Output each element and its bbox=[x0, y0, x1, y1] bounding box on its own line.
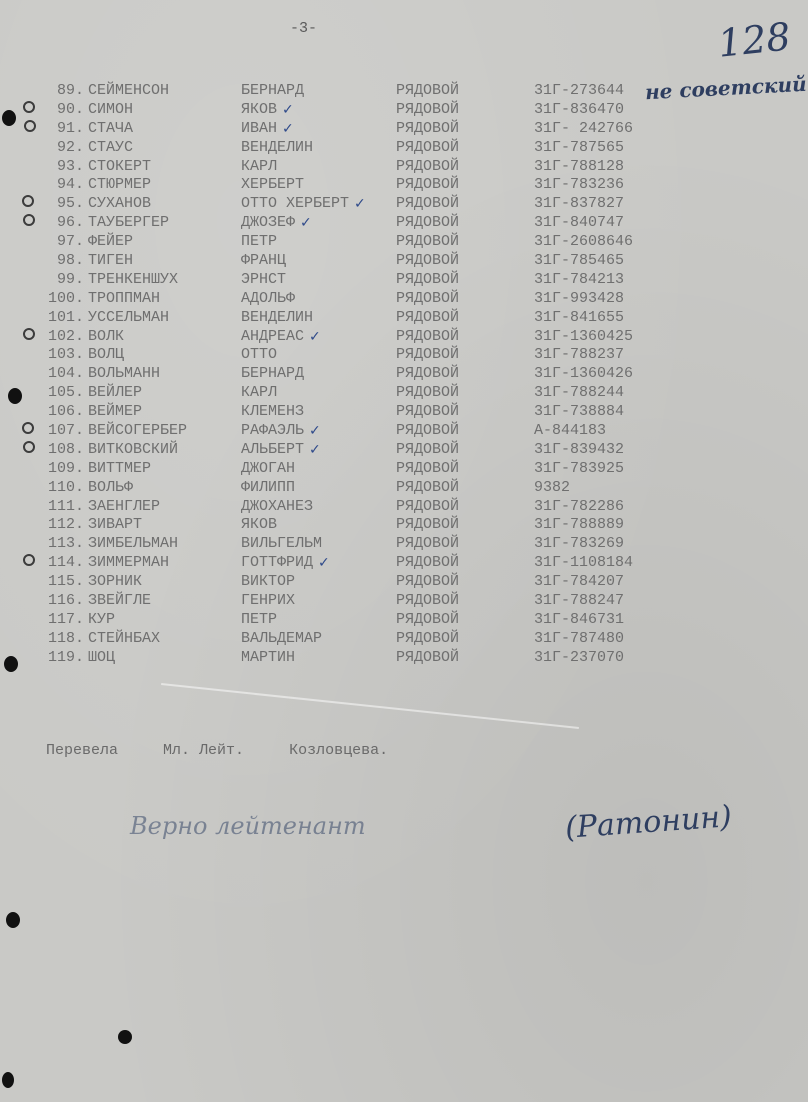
service-number: А-844183 bbox=[534, 422, 607, 440]
service-number: 31Г- 242766 bbox=[534, 119, 634, 137]
translated-by bbox=[46, 742, 424, 759]
row-number: 90. bbox=[56, 100, 84, 118]
row-number: 92. bbox=[56, 138, 84, 156]
roster-row bbox=[0, 649, 808, 668]
first-name: ВАЛЬДЕМАР bbox=[241, 629, 323, 647]
roster-row bbox=[0, 290, 808, 309]
row-number: 115. bbox=[47, 573, 84, 591]
surname: СТЕЙНБАХ bbox=[88, 629, 161, 647]
surname: СИМОН bbox=[88, 100, 134, 118]
first-name: ВИКТОР bbox=[241, 573, 296, 591]
first-name: ЯКОВ bbox=[241, 516, 278, 534]
service-number: 31Г-841655 bbox=[534, 308, 625, 326]
rank: РЯДОВОЙ bbox=[396, 119, 460, 137]
rank: РЯДОВОЙ bbox=[396, 648, 460, 666]
rank: РЯДОВОЙ bbox=[396, 270, 460, 288]
service-number: 31Г-839432 bbox=[534, 440, 625, 458]
service-number: 31Г-783236 bbox=[534, 176, 625, 194]
surname: ЗАЕНГЛЕР bbox=[88, 497, 161, 515]
row-number: 100. bbox=[47, 289, 84, 307]
row-number: 112. bbox=[47, 516, 84, 534]
roster-row bbox=[0, 479, 808, 498]
rank: РЯДОВОЙ bbox=[396, 403, 460, 421]
service-number: 31Г-788889 bbox=[534, 516, 625, 534]
rank: РЯДОВОЙ bbox=[396, 346, 460, 364]
surname: ЗОРНИК bbox=[88, 573, 143, 591]
first-name: МАРТИН bbox=[241, 648, 296, 666]
circle-mark-icon bbox=[23, 441, 35, 453]
first-name: ВИЛЬГЕЛЬМ bbox=[241, 535, 323, 553]
surname: ТАУБЕРГЕР bbox=[88, 214, 170, 232]
signature-left: Верно лейтенант bbox=[130, 812, 366, 840]
first-name: КАРЛ bbox=[241, 157, 278, 175]
translator-name: Козловцева. bbox=[289, 742, 389, 759]
roster-row bbox=[0, 195, 808, 214]
service-number: 31Г-784207 bbox=[534, 573, 625, 591]
roster-row bbox=[0, 422, 808, 441]
signature-right: (Ратонин) bbox=[563, 799, 733, 846]
surname: СУХАНОВ bbox=[88, 195, 152, 213]
punch-hole bbox=[8, 388, 22, 404]
punch-hole bbox=[6, 912, 20, 928]
rank: РЯДОВОЙ bbox=[396, 100, 460, 118]
rank: РЯДОВОЙ bbox=[396, 214, 460, 232]
checkmark-icon: ✓ bbox=[318, 555, 330, 572]
roster-row bbox=[0, 460, 808, 479]
row-number: 114. bbox=[47, 554, 84, 572]
roster-row bbox=[0, 384, 808, 403]
row-number: 97. bbox=[56, 233, 84, 251]
first-name: КЛЕМЕНЗ bbox=[241, 403, 305, 421]
row-number: 113. bbox=[47, 535, 84, 553]
service-number: 9382 bbox=[534, 478, 571, 496]
first-name: АНДРЕАС bbox=[241, 327, 305, 345]
service-number: 31Г-782286 bbox=[534, 497, 625, 515]
roster-list bbox=[0, 82, 808, 668]
row-number: 94. bbox=[56, 176, 84, 194]
service-number: 31Г-273644 bbox=[534, 82, 625, 99]
first-name: КАРЛ bbox=[241, 384, 278, 402]
translator-rank: Мл. Лейт. bbox=[163, 742, 245, 759]
row-number: 101. bbox=[47, 308, 84, 326]
rank: РЯДОВОЙ bbox=[396, 384, 460, 402]
roster-row bbox=[0, 214, 808, 233]
surname: ФЕЙЕР bbox=[88, 233, 134, 251]
row-number: 117. bbox=[47, 610, 84, 628]
row-number: 102. bbox=[47, 327, 84, 345]
rank: РЯДОВОЙ bbox=[396, 535, 460, 553]
row-number: 105. bbox=[47, 384, 84, 402]
first-name: ЯКОВ bbox=[241, 100, 278, 118]
checkmark-icon: ✓ bbox=[300, 215, 312, 232]
first-name: ДЖОЗЕФ bbox=[241, 214, 296, 232]
checkmark-icon: ✓ bbox=[282, 120, 294, 137]
surname: СТОКЕРТ bbox=[88, 157, 152, 175]
first-name: БЕРНАРД bbox=[241, 82, 305, 99]
surname: ВОЛЦ bbox=[88, 346, 125, 364]
surname: ЗИВАРТ bbox=[88, 516, 143, 534]
service-number: 31Г-2608646 bbox=[534, 233, 634, 251]
first-name: ГЕНРИХ bbox=[241, 592, 296, 610]
rank: РЯДОВОЙ bbox=[396, 195, 460, 213]
circle-mark-icon bbox=[23, 214, 35, 226]
punch-hole bbox=[4, 656, 18, 672]
rank: РЯДОВОЙ bbox=[396, 233, 460, 251]
service-number: 31Г-787480 bbox=[534, 629, 625, 647]
first-name: ФИЛИПП bbox=[241, 478, 296, 496]
roster-row bbox=[0, 554, 808, 573]
surname: ВИТКОВСКИЙ bbox=[88, 440, 179, 458]
row-number: 103. bbox=[47, 346, 84, 364]
roster-row bbox=[0, 252, 808, 271]
service-number: 31Г-846731 bbox=[534, 610, 625, 628]
service-number: 31Г-237070 bbox=[534, 648, 625, 666]
roster-row bbox=[0, 403, 808, 422]
row-number: 118. bbox=[47, 629, 84, 647]
punch-hole bbox=[2, 1072, 14, 1088]
service-number: 31Г-783269 bbox=[534, 535, 625, 553]
rank: РЯДОВОЙ bbox=[396, 592, 460, 610]
rank: РЯДОВОЙ bbox=[396, 289, 460, 307]
service-number: 31Г-788237 bbox=[534, 346, 625, 364]
rank: РЯДОВОЙ bbox=[396, 422, 460, 440]
service-number: 31Г-1360425 bbox=[534, 327, 634, 345]
first-name: ХЕРБЕРТ bbox=[241, 176, 305, 194]
row-number: 108. bbox=[47, 440, 84, 458]
handwritten-note: не советский bbox=[644, 71, 808, 105]
service-number: 31Г-783925 bbox=[534, 459, 625, 477]
surname: ТИГЕН bbox=[88, 252, 134, 270]
fold-line bbox=[161, 683, 579, 729]
rank: РЯДОВОЙ bbox=[396, 554, 460, 572]
rank: РЯДОВОЙ bbox=[396, 176, 460, 194]
roster-row bbox=[0, 441, 808, 460]
row-number: 119. bbox=[47, 648, 84, 666]
roster-row bbox=[0, 365, 808, 384]
checkmark-icon: ✓ bbox=[309, 328, 321, 345]
row-number: 109. bbox=[47, 459, 84, 477]
roster-row bbox=[0, 120, 808, 139]
surname: ВОЛК bbox=[88, 327, 125, 345]
checkmark-icon: ✓ bbox=[309, 441, 321, 458]
roster-row bbox=[0, 328, 808, 347]
checkmark-icon: ✓ bbox=[354, 196, 366, 213]
surname: КУР bbox=[88, 610, 116, 628]
circle-mark-icon bbox=[23, 554, 35, 566]
circle-mark-icon bbox=[23, 328, 35, 340]
first-name: АЛЬБЕРТ bbox=[241, 440, 305, 458]
surname: ВЕЙМЕР bbox=[88, 403, 143, 421]
rank: РЯДОВОЙ bbox=[396, 365, 460, 383]
surname: ШОЦ bbox=[88, 648, 116, 666]
row-number: 116. bbox=[47, 592, 84, 610]
surname: ВЕЙСОГЕРБЕР bbox=[88, 422, 188, 440]
first-name: ВЕНДЕЛИН bbox=[241, 138, 314, 156]
surname: ВОЛЬФ bbox=[88, 478, 134, 496]
rank: РЯДОВОЙ bbox=[396, 327, 460, 345]
circle-mark-icon bbox=[24, 120, 36, 132]
surname: ЗВЕЙГЛЕ bbox=[88, 592, 152, 610]
row-number: 98. bbox=[56, 252, 84, 270]
rank: РЯДОВОЙ bbox=[396, 573, 460, 591]
service-number: 31Г-738884 bbox=[534, 403, 625, 421]
service-number: 31Г-837827 bbox=[534, 195, 625, 213]
rank: РЯДОВОЙ bbox=[396, 497, 460, 515]
roster-row bbox=[0, 611, 808, 630]
checkmark-icon: ✓ bbox=[309, 423, 321, 440]
rank: РЯДОВОЙ bbox=[396, 610, 460, 628]
first-name: ДЖОХАНЕЗ bbox=[241, 497, 314, 515]
first-name: ПЕТР bbox=[241, 610, 278, 628]
first-name: РАФАЭЛЬ bbox=[241, 422, 305, 440]
row-number: 91. bbox=[56, 119, 84, 137]
archive-number: 128 bbox=[715, 14, 793, 66]
row-number: 89. bbox=[56, 82, 84, 99]
rank: РЯДОВОЙ bbox=[396, 440, 460, 458]
row-number: 99. bbox=[56, 270, 84, 288]
roster-row bbox=[0, 346, 808, 365]
first-name: АДОЛЬФ bbox=[241, 289, 296, 307]
service-number: 31Г-787565 bbox=[534, 138, 625, 156]
surname: ТРЕНКЕНШУХ bbox=[88, 270, 179, 288]
row-number: 110. bbox=[47, 478, 84, 496]
service-number: 31Г-784213 bbox=[534, 270, 625, 288]
first-name: ЭРНСТ bbox=[241, 270, 287, 288]
surname: УССЕЛЬМАН bbox=[88, 308, 170, 326]
service-number: 31Г-788247 bbox=[534, 592, 625, 610]
roster-row bbox=[0, 82, 808, 101]
first-name: ОТТО ХЕРБЕРТ bbox=[241, 195, 350, 213]
service-number: 31Г-993428 bbox=[534, 289, 625, 307]
service-number: 31Г-1360426 bbox=[534, 365, 634, 383]
checkmark-icon: ✓ bbox=[282, 101, 294, 118]
punch-hole bbox=[118, 1030, 132, 1044]
service-number: 31Г-840747 bbox=[534, 214, 625, 232]
row-number: 96. bbox=[56, 214, 84, 232]
rank: РЯДОВОЙ bbox=[396, 252, 460, 270]
surname: СТАЧА bbox=[88, 119, 134, 137]
rank: РЯДОВОЙ bbox=[396, 157, 460, 175]
surname: ТРОППМАН bbox=[88, 289, 161, 307]
roster-row bbox=[0, 158, 808, 177]
circle-mark-icon bbox=[23, 101, 35, 113]
roster-row bbox=[0, 139, 808, 158]
rank: РЯДОВОЙ bbox=[396, 138, 460, 156]
rank: РЯДОВОЙ bbox=[396, 516, 460, 534]
circle-mark-icon bbox=[22, 195, 34, 207]
surname: СТЮРМЕР bbox=[88, 176, 152, 194]
service-number: 31Г-836470 bbox=[534, 100, 625, 118]
first-name: ГОТТФРИД bbox=[241, 554, 314, 572]
first-name: ФРАНЦ bbox=[241, 252, 287, 270]
roster-row bbox=[0, 516, 808, 535]
translated-by-label: Перевела bbox=[46, 742, 119, 759]
rank: РЯДОВОЙ bbox=[396, 82, 460, 99]
first-name: БЕРНАРД bbox=[241, 365, 305, 383]
roster-row bbox=[0, 176, 808, 195]
roster-row bbox=[0, 101, 808, 120]
row-number: 106. bbox=[47, 403, 84, 421]
row-number: 111. bbox=[47, 497, 84, 515]
service-number: 31Г-788128 bbox=[534, 157, 625, 175]
row-number: 95. bbox=[56, 195, 84, 213]
roster-row bbox=[0, 573, 808, 592]
punch-hole bbox=[2, 110, 16, 126]
roster-row bbox=[0, 630, 808, 649]
roster-row bbox=[0, 309, 808, 328]
roster-row bbox=[0, 592, 808, 611]
circle-mark-icon bbox=[22, 422, 34, 434]
rank: РЯДОВОЙ bbox=[396, 629, 460, 647]
surname: ЗИММЕРМАН bbox=[88, 554, 170, 572]
surname: ВИТТМЕР bbox=[88, 459, 152, 477]
surname: СЕЙМЕНСОН bbox=[88, 82, 170, 99]
first-name: ПЕТР bbox=[241, 233, 278, 251]
first-name: ИВАН bbox=[241, 119, 278, 137]
first-name: ДЖОГАН bbox=[241, 459, 296, 477]
rank: РЯДОВОЙ bbox=[396, 459, 460, 477]
rank: РЯДОВОЙ bbox=[396, 478, 460, 496]
first-name: ВЕНДЕЛИН bbox=[241, 308, 314, 326]
surname: СТАУС bbox=[88, 138, 134, 156]
surname: ВОЛЬМАНН bbox=[88, 365, 161, 383]
surname: ВЕЙЛЕР bbox=[88, 384, 143, 402]
roster-row bbox=[0, 271, 808, 290]
first-name: ОТТО bbox=[241, 346, 278, 364]
service-number: 31Г-788244 bbox=[534, 384, 625, 402]
roster-row bbox=[0, 233, 808, 252]
page-number: -3- bbox=[290, 20, 318, 37]
rank: РЯДОВОЙ bbox=[396, 308, 460, 326]
roster-row bbox=[0, 498, 808, 517]
surname: ЗИМБЕЛЬМАН bbox=[88, 535, 179, 553]
row-number: 107. bbox=[47, 422, 84, 440]
service-number: 31Г-1108184 bbox=[534, 554, 634, 572]
service-number: 31Г-785465 bbox=[534, 252, 625, 270]
roster-row bbox=[0, 535, 808, 554]
row-number: 93. bbox=[56, 157, 84, 175]
row-number: 104. bbox=[47, 365, 84, 383]
